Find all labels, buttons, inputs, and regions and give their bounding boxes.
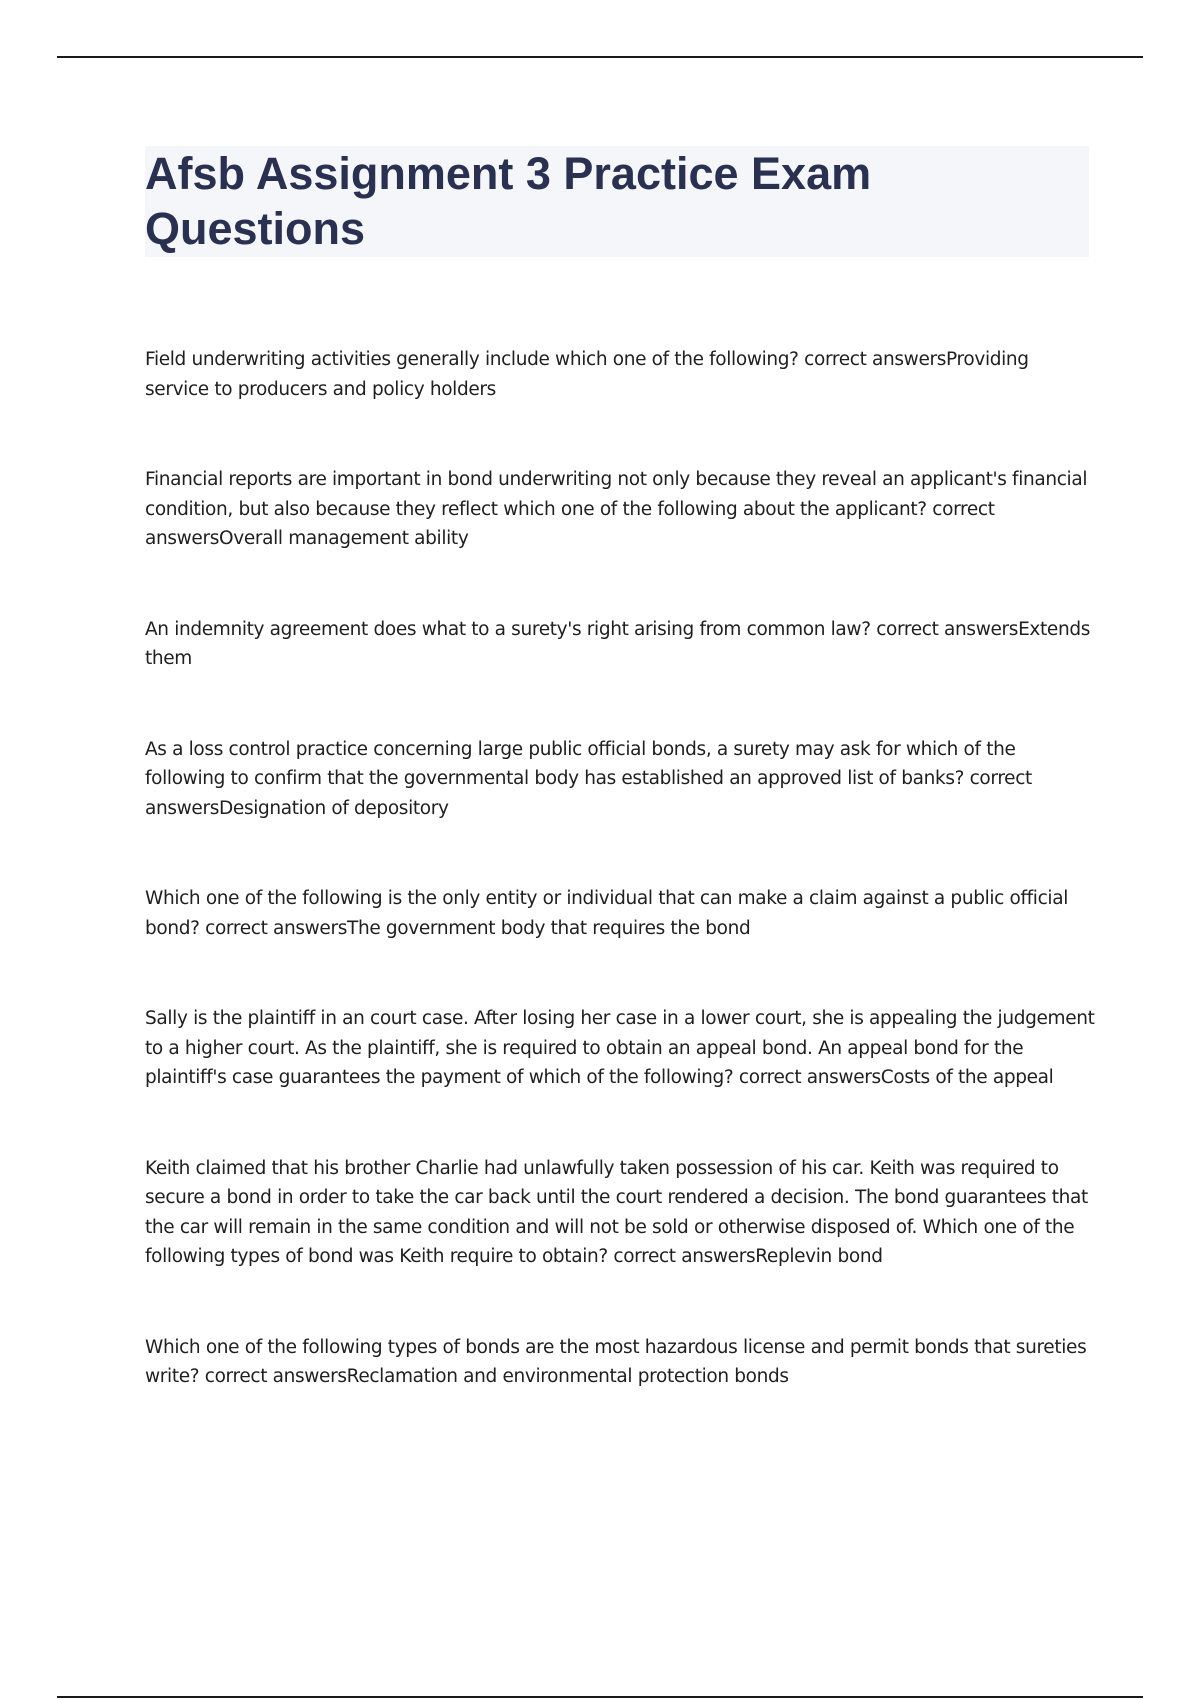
answer-text: Replevin bond: [755, 1246, 883, 1267]
answer-text: Providing service to producers and policy holders: [145, 349, 1029, 400]
question-item-4: [145, 735, 1095, 824]
answer-marker: correct answers: [145, 768, 1032, 819]
answer-text: Reclamation and environmental protection bonds: [346, 1366, 789, 1387]
question-item-5: [145, 884, 1095, 943]
question-text: An indemnity agreement does what to a surety's right arising from common law?: [145, 618, 871, 640]
question-item-7: [145, 1154, 1095, 1272]
answer-marker: correct answers: [199, 917, 348, 939]
question-text: Which one of the following types of bonds are the most hazardous license and permit bonds that sureties write?: [145, 1336, 1087, 1387]
question-item-1: [145, 345, 1095, 404]
bottom-divider: [57, 1696, 1143, 1698]
answer-text: Costs of the appeal: [880, 1067, 1054, 1088]
question-text: Keith claimed that his brother Charlie had unlawfully taken possession of his car. Keith was required to secure a bond in order to take the car back until the court rendered a decision. The bond guarantees that the car will remain in the same condition and will not be sold or otherwise disposed of. Which one of the following types of bond was Keith require to obtain?: [145, 1157, 1088, 1267]
answer-marker: correct answers: [798, 349, 947, 370]
question-text: Which one of the following is the only entity or individual that can make a claim against a public official bond?: [145, 888, 1068, 939]
question-text: As a loss control practice concerning large public official bonds, a surety may ask for which of the following to confirm that the governmental body has established an approved list of banks?: [145, 738, 1016, 789]
page-title: Afsb Assignment 3 Practice Exam Questions: [145, 148, 872, 254]
question-list: [145, 345, 1095, 1392]
answer-text: Designation of depository: [219, 797, 449, 819]
answer-text: Overall management ability: [219, 528, 469, 549]
top-divider: [57, 56, 1143, 58]
answer-text: The government body that requires the bond: [347, 917, 751, 939]
question-item-8: [145, 1333, 1095, 1392]
question-text: Financial reports are important in bond underwriting not only because they reveal an applicant's financial condition, but also because they reflect which one of the following about the applicant?: [145, 469, 1088, 520]
title-block: [145, 146, 1089, 257]
answer-marker: correct answers: [870, 618, 1019, 640]
question-item-6: [145, 1004, 1095, 1093]
answer-marker: correct answers: [199, 1366, 347, 1387]
question-item-2: [145, 465, 1095, 554]
answer-text: Extends them: [145, 618, 1091, 669]
question-text: Sally is the plaintiff in an court case. After losing her case in a lower court, she is appealing the judgement to a higher court. As the plaintiff, she is required to obtain an appeal bond. An appeal bond for the plaintiff's case guarantees the payment of which of the following?: [145, 1008, 1095, 1088]
question-text: Field underwriting activities generally include which one of the following?: [145, 349, 799, 370]
answer-marker: correct answers: [607, 1246, 756, 1267]
answer-marker: correct answers: [145, 498, 995, 549]
question-item-3: [145, 615, 1095, 674]
answer-marker: correct answers: [733, 1067, 881, 1088]
